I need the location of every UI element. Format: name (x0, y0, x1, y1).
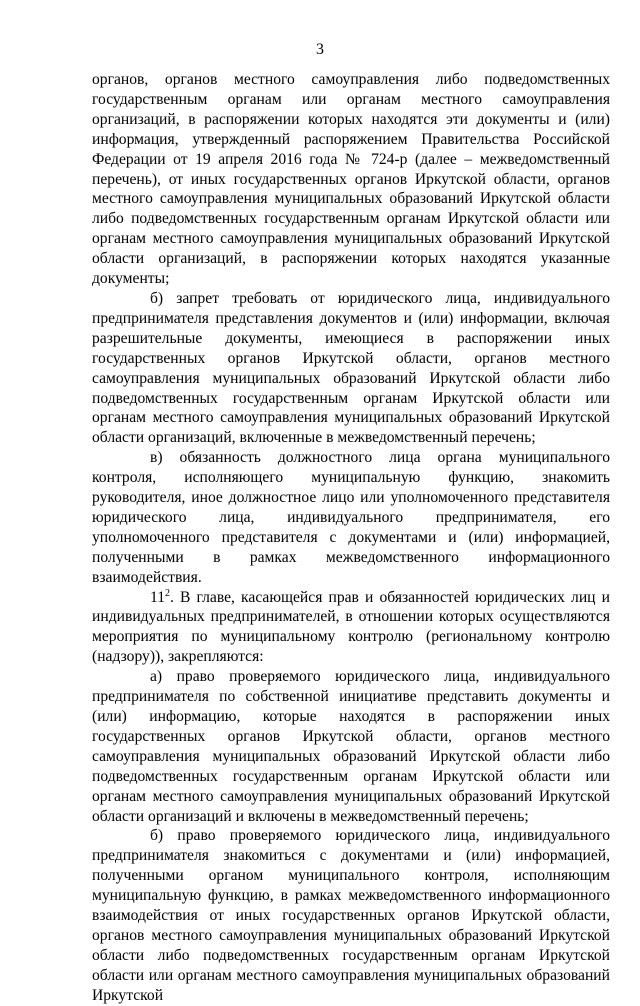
paragraph-item-a: а) право проверяемого юридического лица, индивидуального предпринимателя по собственной инициативе представить документы и (или) информацию, которые находятся в распоряжении иных государственных органов Иркутской области, органов местного самоуправления муниципальных образований Иркутской области либо подведомственных государственным органам Иркутской области или органам местного самоуправления муниципальных образований Иркутской области организаций и включены в межведомственный перечень; (92, 668, 610, 825)
clause-text: . В главе, касающейся прав и обязанностей юридических лиц и индивидуальных предпринимателей, в отношении которых осуществляются мероприятия по муниципальному контролю (региональному контролю (надзору)), закрепляются: (92, 588, 610, 666)
clause-superscript: 2 (165, 587, 171, 599)
document-body (92, 70, 610, 1006)
clause-number: 11 (150, 588, 166, 606)
paragraph-item-v: в) обязанность должностного лица органа муниципального контроля, исполняющего муниципальную функцию, знакомить руководителя, иное должностное лицо или уполномоченного представителя юридического лица, индивидуального предпринимателя, его уполномоченного представителя с документами и (или) информацией, полученными в рамках межведомственного информационного взаимодействия. (92, 449, 610, 586)
paragraph-clause-11-2 (92, 588, 610, 668)
paragraph-item-b: б) запрет требовать от юридического лица, индивидуального предпринимателя представления документов и (или) информации, включая разрешительные документы, имеющиеся в распоряжении иных государственных органов Иркутской области, органов местного самоуправления муниципальных образований Иркутской области либо подведомственных государственным органам Иркутской области или органам местного самоуправления муниципальных образований Иркутской области организаций, включенные в межведомственный перечень; (92, 289, 610, 447)
paragraph-continuation: органов, органов местного самоуправления либо подведомственных государственным органам или органам местного самоуправления организаций, в распоряжении которых находятся эти документы и (или) информация, утвержденный распоряжением Правительства Российской Федерации от 19 апреля 2016 года № 724-р (далее – межведомственный перечень), от иных государственных органов Иркутской области, органов местного самоуправления муниципальных образований Иркутской области либо подведомственных государственным органам Иркутской области или органам местного самоуправления муниципальных образований Иркутской области организаций, в распоряжении которых находятся указанные документы; (92, 71, 610, 288)
page-number: 3 (316, 41, 324, 58)
paragraph-item-b-second: б) право проверяемого юридического лица, индивидуального предпринимателя знакомиться с документами и (или) информацией, полученными органом муниципального контроля, исполняющим муниципальную функцию, в рамках межведомственного информационного взаимодействия от иных государственных органов Иркутской области, органов местного самоуправления муниципальных образований Иркутской области либо подведомственных государственным органам Иркутской области или органам местного самоуправления муниципальных образований Иркутской (92, 827, 610, 1004)
